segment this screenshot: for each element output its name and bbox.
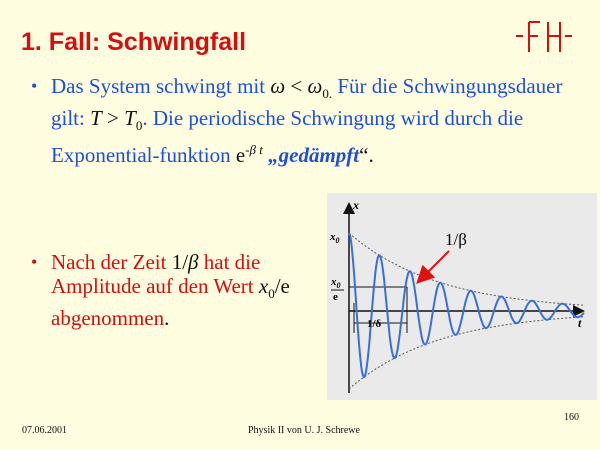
bullet-dot-icon: • xyxy=(31,76,38,96)
plot-axis-t-label: t xyxy=(578,316,582,330)
lower-envelope xyxy=(349,317,584,389)
damped-oscillation-plot xyxy=(327,193,597,400)
beta-arrow xyxy=(419,251,449,281)
x0e-label-numerator: $x_0$ xyxy=(331,276,341,290)
delta-label: 1/δ xyxy=(367,318,382,330)
damped-emphasis: gedämpft xyxy=(278,143,360,168)
omega0-symbol: ω xyxy=(307,74,323,98)
x0-symbol: x xyxy=(258,274,269,298)
exp-exponent: -β t xyxy=(245,142,263,158)
beta-label: 1/β xyxy=(445,230,467,249)
x0-label: $x_0$ xyxy=(330,231,340,245)
omega-symbol: ω xyxy=(270,74,286,98)
x0e-label-denominator: e xyxy=(333,291,338,303)
damped-curve xyxy=(349,233,584,377)
exp-base: e xyxy=(235,143,246,168)
footer-course: Physik II von U. J. Schrewe xyxy=(248,425,360,436)
period0-symbol: T xyxy=(124,106,136,131)
bullet-amplitude-decay: • Nach der Zeit 1/β hat die Amplitude auf den Wert $x_0/e$ abgenommen. xyxy=(31,250,290,331)
footer-date: 07.06.2001 xyxy=(22,425,67,436)
beta-symbol: β xyxy=(188,250,199,274)
plot-axis-x-label: x xyxy=(353,198,359,212)
plot-svg xyxy=(327,193,597,400)
footer-page-number: 160 xyxy=(564,412,579,423)
fh-logo xyxy=(514,18,574,54)
bullet-dot-icon: • xyxy=(31,252,38,272)
slide-title: 1. Fall: Schwingfall xyxy=(21,28,247,56)
bullet-oscillation-description: • Das System schwingt mit $\omega < \omega_{0.}$ Für die Schwingungsdauer gilt: $T > T_0$. Die periodische Schwingung wird durch die Exponential-funktion $e^{-\beta t}$ „gedämpft“. xyxy=(31,74,563,168)
period-symbol: T xyxy=(90,106,102,131)
